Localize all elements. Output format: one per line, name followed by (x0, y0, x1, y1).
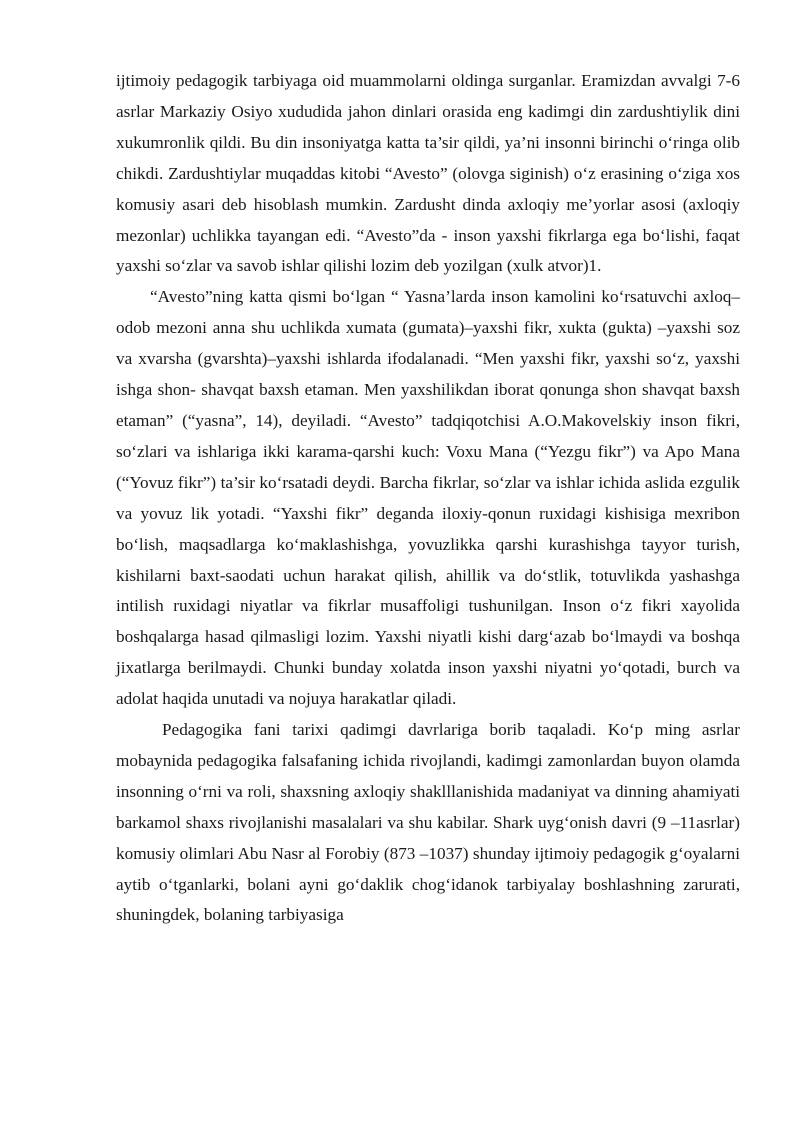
paragraph-zoroastrianism: ijtimoiy pedagogik tarbiyaga oid muammolarni oldinga surganlar. Eramizdan avvalgi 7-6 asrlar Markaziy Osiyo xududida jahon dinlari orasida eng kadimgi din zardushtiylik dini xukumronlik qildi. Bu din insoniyatga katta ta’sir qildi, ya’ni insonni birinchi o‘ringa olib chikdi. Zardushtiylar muqaddas kitobi “Avesto” (olovga siginish) o‘z erasining o‘ziga xos komusiy asari deb hisoblash mumkin. Zardusht dinda axloqiy me’yorlar asosi (axloqiy mezonlar) uchlikka tayangan edi. “Avesto”da - inson yaxshi fikrlarga ega bo‘lishi, faqat yaxshi so‘zlar va savob ishlar qilishi lozim deb yozilgan (xulk atvor)1. (116, 71, 740, 276)
document-page (116, 66, 740, 931)
paragraph-avesto-yasna: “Avesto”ning katta qismi bo‘lgan “ Yasna’larda inson kamolini ko‘rsatuvchi axloq–odob mezoni anna shu uchlikda xumata (gumata)–yaxshi fikr, xukta (gukta) –yaxshi soz va xvarsha (gvarshta)–yaxshi ishlarda ifodalanadi. “Men yaxshi fikr, yaxshi so‘z, yaxshi ishga shon- shavqat baxsh etaman. Men yaxshilikdan iborat qonunga shon shavqat baxsh etaman” (“yasna”, 14), deyiladi. “Avesto” tadqiqotchisi A.O.Makovelskiy inson fikri, so‘zlari va ishlariga ikki karama-qarshi kuch: Voxu Mana (“Yezgu fikr”) va Apo Mana (“Yovuz fikr”) ta’sir ko‘rsatadi deydi. Barcha fikrlar, so‘zlar va ishlar ichida aslida ezgulik va yovuz lik yotadi. “Yaxshi fikr” deganda iloxiy-qonun ruxidagi kishisiga mexribon bo‘lish, maqsadlarga ko‘maklashishga, yovuzlikka qarshi kurashishga tayyor turish, kishilarni baxt-saodati uchun harakat qilish, ahillik va do‘stlik, totuvlikda yashashga intilish ruxidagi niyatlar va fikrlar musaffoligi tushunilgan. Inson o‘z fikri xayolida boshqalarga hasad qilmasligi lozim. Yaxshi niyatli kishi darg‘azab bo‘lmaydi va boshqa jixatlarga berilmaydi. Chunki bunday xolatda inson yaxshi niyatni yo‘qotadi, burch va adolat haqida unutadi va nojuya harakatlar qiladi. (116, 287, 740, 709)
paragraph-pedagogy-history: Pedagogika fani tarixi qadimgi davrlariga borib taqaladi. Ko‘p ming asrlar mobaynida pedagogika falsafaning ichida rivojlandi, kadimgi zamonlardan buyon olamda insonning o‘rni va roli, shaxsning axloqiy shaklllanishida madaniyat va dinning ahamiyati barkamol shaxs rivojlanishi masalalari va shu kabilar. Shark uyg‘onish davri (9 –11asrlar) komusiy olimlari Abu Nasr al Forobiy (873 –1037) shunday ijtimoiy pedagogik g‘oyalarni aytib o‘tganlarki, bolani ayni go‘daklik chog‘idanok tarbiyalay boshlashning zarurati, shuningdek, bolaning tarbiyasiga (116, 720, 740, 925)
